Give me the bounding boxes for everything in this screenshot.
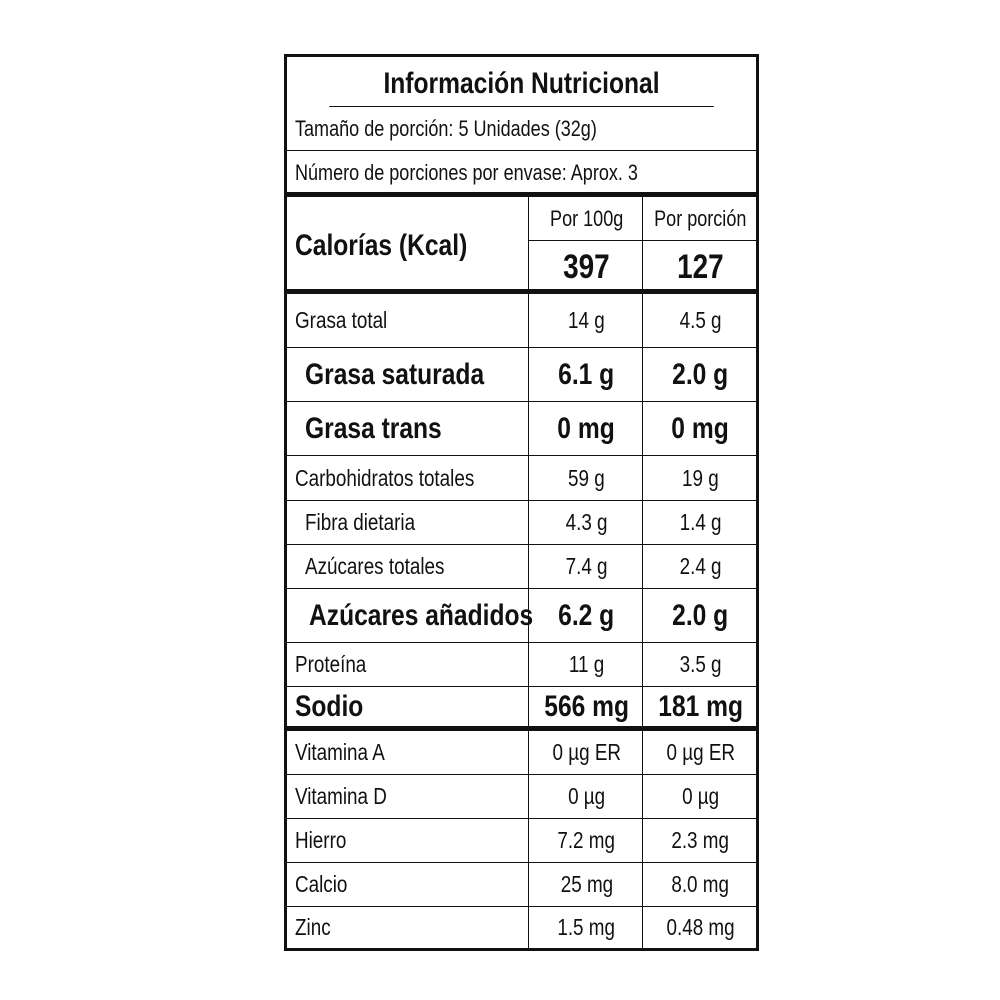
nutrient-per100: 6.2 g [528, 589, 644, 642]
nutrient-row-grasa-trans [287, 402, 756, 456]
calories-label: Calorías (Kcal) [295, 229, 468, 262]
nutrient-name: Grasa saturada [305, 357, 485, 391]
nutrient-per100: 566 mg [528, 687, 644, 726]
nutrient-row-sodio [287, 687, 756, 731]
mineral-row-calcio [287, 863, 756, 907]
nutrient-row-azucares-totales [287, 545, 756, 589]
vitamin-row-d [287, 775, 756, 819]
nutrient-perserving: 2.3 mg [642, 819, 758, 862]
nutrient-per100: 1.5 mg [528, 907, 644, 948]
vitamin-row-a [287, 731, 756, 775]
nutrient-name: Calcio [295, 871, 348, 897]
calories-per100: 397 [563, 248, 610, 286]
nutrient-name: Vitamina A [295, 739, 385, 765]
nutrient-name: Sodio [295, 689, 364, 723]
calories-row [287, 197, 756, 294]
nutrient-perserving: 8.0 mg [642, 863, 758, 906]
nutrient-perserving: 0 mg [642, 402, 758, 455]
nutrient-perserving: 1.4 g [642, 501, 758, 544]
nutrient-perserving: 4.5 g [642, 294, 758, 347]
nutrient-name: Zinc [295, 914, 331, 940]
nutrient-row-azucares-anadidos [287, 589, 756, 643]
nutrient-per100: 25 mg [528, 863, 644, 906]
nutrient-perserving: 2.4 g [642, 545, 758, 588]
calories-perserving: 127 [677, 248, 724, 286]
nutrient-name: Grasa total [295, 307, 388, 333]
calories-col-per100 [528, 197, 644, 294]
nutrient-per100: 14 g [528, 294, 644, 347]
nutrient-row-grasa-total [287, 294, 756, 348]
serving-size: Tamaño de porción: 5 Unidades (32g) [287, 107, 756, 151]
nutrient-perserving: 0 µg ER [642, 731, 758, 774]
calories-col-perserving [642, 197, 758, 294]
nutrient-perserving: 2.0 g [642, 589, 758, 642]
table-title: Información Nutricional [329, 57, 714, 107]
mineral-row-zinc [287, 907, 756, 948]
col-header-perserving: Por porción [643, 197, 758, 241]
servings-per-container: Número de porciones por envase: Aprox. 3 [287, 151, 756, 197]
nutrient-perserving: 181 mg [642, 687, 758, 726]
nutrient-row-grasa-saturada [287, 348, 756, 402]
nutrient-per100: 0 mg [528, 402, 644, 455]
nutrition-facts-table [284, 54, 759, 951]
nutrient-name: Azúcares totales [305, 553, 445, 579]
nutrient-row-proteina [287, 643, 756, 687]
nutrient-per100: 0 µg ER [528, 731, 644, 774]
nutrient-per100: 6.1 g [528, 348, 644, 401]
nutrient-row-fibra [287, 501, 756, 545]
nutrient-perserving: 0 µg [642, 775, 758, 818]
nutrient-per100: 59 g [528, 456, 644, 500]
nutrient-name: Vitamina D [295, 783, 387, 809]
nutrient-name: Grasa trans [305, 411, 442, 445]
nutrient-per100: 4.3 g [528, 501, 644, 544]
nutrient-per100: 7.2 mg [528, 819, 644, 862]
nutrient-perserving: 3.5 g [642, 643, 758, 686]
nutrient-per100: 7.4 g [528, 545, 644, 588]
nutrient-name: Hierro [295, 827, 347, 853]
nutrient-perserving: 0.48 mg [642, 907, 758, 948]
nutrient-name: Fibra dietaria [305, 509, 416, 535]
nutrient-perserving: 19 g [642, 456, 758, 500]
nutrient-row-carbohidratos [287, 456, 756, 501]
nutrient-perserving: 2.0 g [642, 348, 758, 401]
nutrient-name: Proteína [295, 651, 367, 677]
col-header-per100: Por 100g [529, 197, 644, 241]
nutrient-name: Azúcares añadidos [309, 598, 534, 632]
nutrient-name: Carbohidratos totales [295, 464, 475, 491]
nutrient-per100: 11 g [528, 643, 644, 686]
mineral-row-hierro [287, 819, 756, 863]
nutrient-per100: 0 µg [528, 775, 644, 818]
